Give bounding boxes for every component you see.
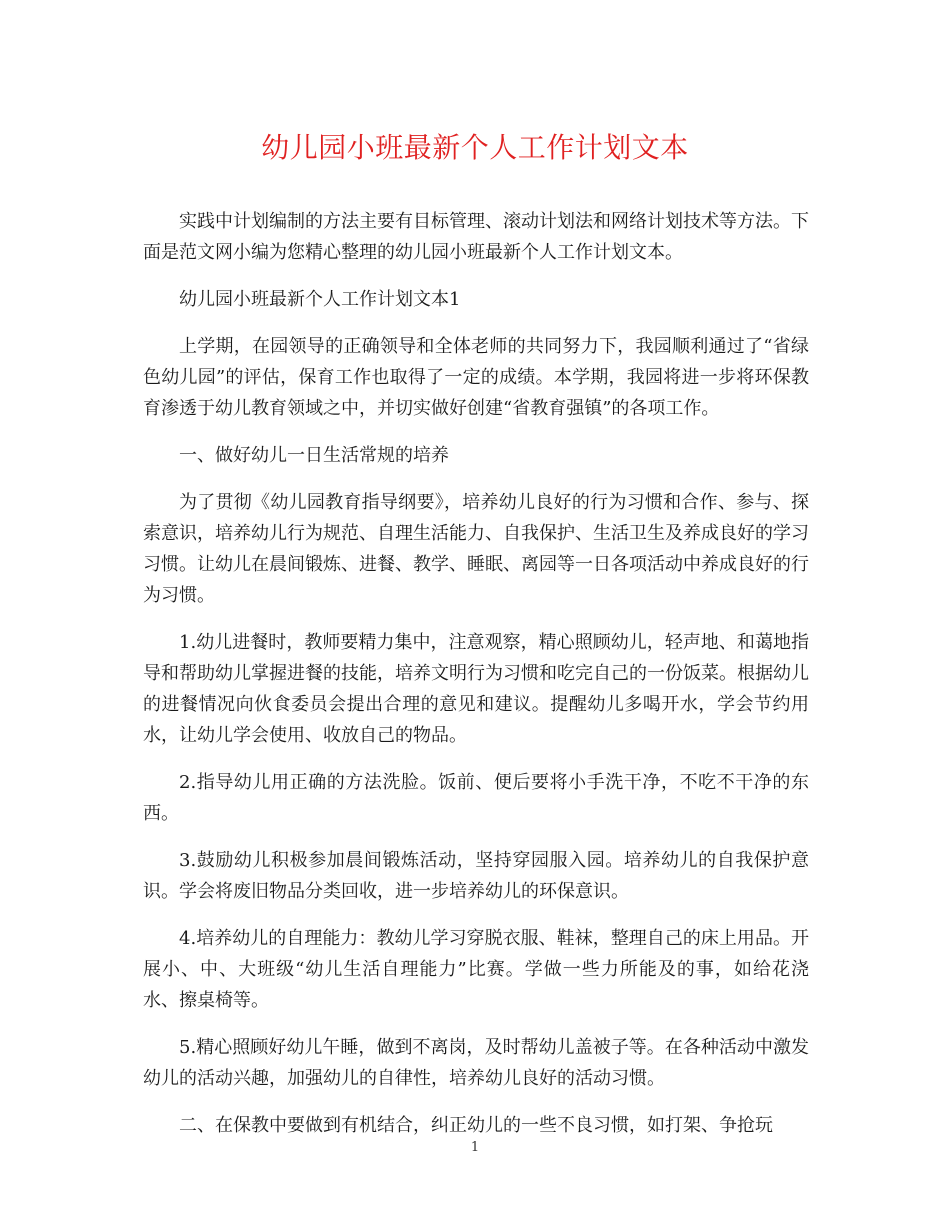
list-item-1: 1.幼儿进餐时，教师要精力集中，注意观察，精心照顾幼儿，轻声地、和蔼地指导和帮助幼儿掌握进餐的技能，培养文明行为习惯和吃完自己的一份饭菜。根据幼儿的进餐情况向伙食委员会提出合理的意见和建议。提醒幼儿多喝开水，学会节约用水，让幼儿学会使用、收放自己的物品。 — [143, 632, 809, 746]
list-item-5: 5.精心照顾好幼儿午睡，做到不离岗，及时帮幼儿盖被子等。在各种活动中激发幼儿的活动兴趣，加强幼儿的自律性，培养幼儿良好的活动习惯。 — [143, 1037, 809, 1089]
list-item-3: 3.鼓励幼儿积极参加晨间锻炼活动，坚持穿园服入园。培养幼儿的自我保护意识。学会将废旧物品分类回收，进一步培养幼儿的环保意识。 — [143, 850, 809, 902]
list-item-4: 4.培养幼儿的自理能力：教幼儿学习穿脱衣服、鞋袜，整理自己的床上用品。开展小、中、大班级“幼儿生活自理能力”比赛。学做一些力所能及的事，如给花浇水、擦桌椅等。 — [143, 928, 809, 1011]
page-number: 1 — [470, 1140, 480, 1155]
document-title: 幼儿园小班最新个人工作计划文本 — [261, 131, 689, 164]
section-heading-one: 一、做好幼儿一日生活常规的培养 — [179, 445, 449, 466]
paragraph-section-one-intro: 为了贯彻《幼儿园教育指导纲要》，培养幼儿良好的行为习惯和合作、参与、探索意识，培养幼儿行为规范、自理生活能力、自我保护、生活卫生及养成良好的学习习惯。让幼儿在晨间锻炼、进餐、教学、睡眠、离园等一日各项活动中养成良好的行为习惯。 — [143, 492, 809, 606]
paragraph-subtitle: 幼儿园小班最新个人工作计划文本1 — [179, 289, 461, 310]
section-heading-two: 二、在保教中要做到有机结合，纠正幼儿的一些不良习惯，如打架、争抢玩 — [179, 1115, 773, 1136]
document-body — [143, 206, 809, 1157]
paragraph-intro: 实践中计划编制的方法主要有目标管理、滚动计划法和网络计划技术等方法。下面是范文网小编为您精心整理的幼儿园小班最新个人工作计划文本。 — [143, 211, 809, 263]
paragraph-background: 上学期，在园领导的正确领导和全体老师的共同努力下，我园顺利通过了“省绿色幼儿园”的评估，保育工作也取得了一定的成绩。本学期，我园将进一步将环保教育渗透于幼儿教育领域之中，并切实做好创建“省教育强镇”的各项工作。 — [143, 336, 809, 419]
list-item-2: 2.指导幼儿用正确的方法洗脸。饭前、便后要将小手洗干净，不吃不干净的东西。 — [143, 772, 809, 824]
